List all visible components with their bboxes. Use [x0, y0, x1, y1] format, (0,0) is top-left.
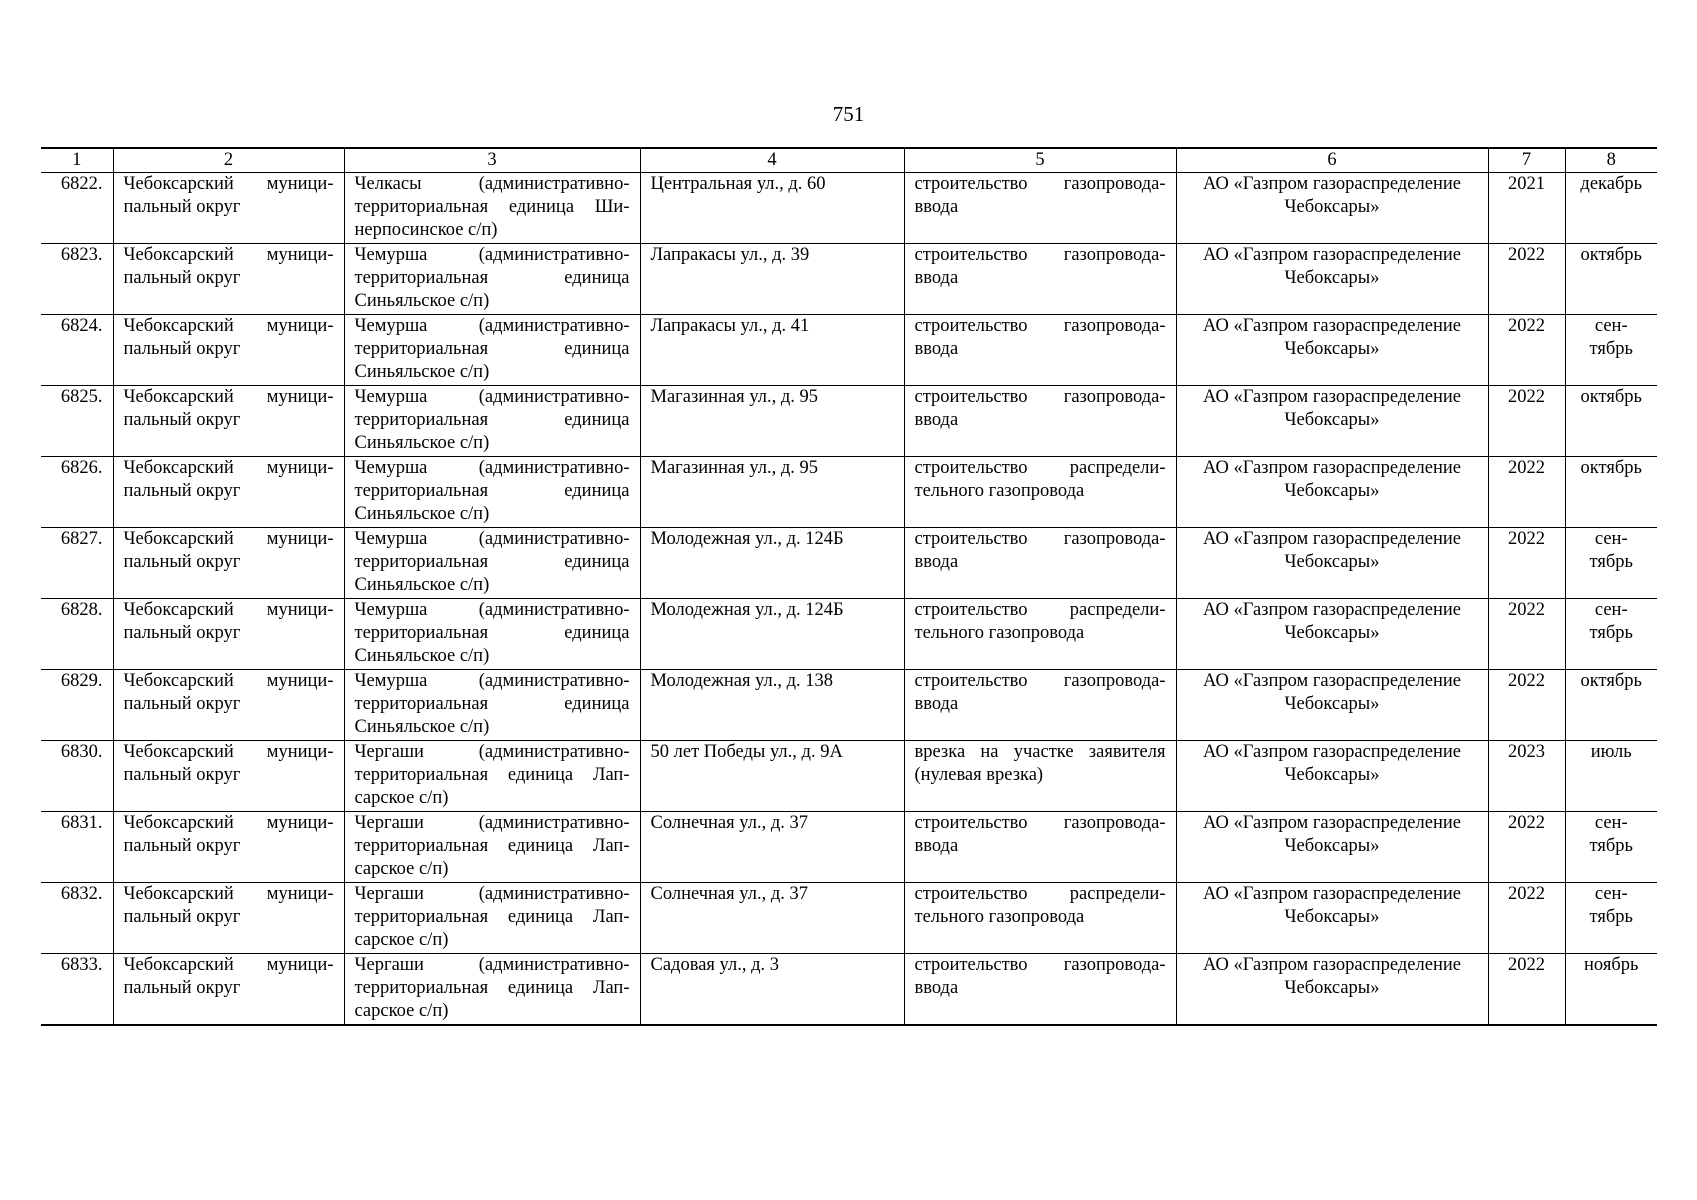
header-col-4: 4 [640, 148, 904, 173]
year-cell: 2022 [1488, 528, 1565, 599]
table-row [41, 741, 1657, 812]
settlement-cell: Чергаши (административно-территориальная единица Лап-сарское с/п) [344, 812, 640, 883]
work-type-cell: строительство распредели-тельного газопровода [904, 599, 1176, 670]
year-cell: 2022 [1488, 883, 1565, 954]
address-cell: Молодежная ул., д. 124Б [640, 599, 904, 670]
row-number: 6830. [41, 741, 113, 812]
month-cell: июль [1565, 741, 1657, 812]
row-number: 6827. [41, 528, 113, 599]
year-cell: 2022 [1488, 670, 1565, 741]
settlement-cell: Чемурша (административно-территориальная единица Синьяльское с/п) [344, 528, 640, 599]
year-cell: 2022 [1488, 457, 1565, 528]
settlement-cell: Чемурша (административно-территориальная единица Синьяльское с/п) [344, 244, 640, 315]
month-cell: сен-тябрь [1565, 528, 1657, 599]
row-number: 6828. [41, 599, 113, 670]
row-number: 6829. [41, 670, 113, 741]
address-cell: Магазинная ул., д. 95 [640, 457, 904, 528]
work-type-cell: врезка на участке заявителя (нулевая врезка) [904, 741, 1176, 812]
table-body [41, 173, 1657, 1025]
organization-cell: АО «Газпром газораспределение Чебоксары» [1176, 954, 1488, 1025]
work-type-cell: строительство газопровода-ввода [904, 173, 1176, 244]
table-row [41, 173, 1657, 244]
header-col-5: 5 [904, 148, 1176, 173]
district-cell: Чебоксарский муници-пальный округ [113, 883, 344, 954]
header-col-8: 8 [1565, 148, 1657, 173]
header-col-7: 7 [1488, 148, 1565, 173]
district-cell: Чебоксарский муници-пальный округ [113, 599, 344, 670]
month-cell: декабрь [1565, 173, 1657, 244]
work-type-cell: строительство газопровода-ввода [904, 528, 1176, 599]
address-cell: Садовая ул., д. 3 [640, 954, 904, 1025]
address-cell: 50 лет Победы ул., д. 9А [640, 741, 904, 812]
row-number: 6832. [41, 883, 113, 954]
year-cell: 2022 [1488, 315, 1565, 386]
month-cell: сен-тябрь [1565, 315, 1657, 386]
organization-cell: АО «Газпром газораспределение Чебоксары» [1176, 599, 1488, 670]
table-row [41, 244, 1657, 315]
year-cell: 2022 [1488, 954, 1565, 1025]
year-cell: 2021 [1488, 173, 1565, 244]
work-type-cell: строительство газопровода-ввода [904, 812, 1176, 883]
district-cell: Чебоксарский муници-пальный округ [113, 173, 344, 244]
address-cell: Молодежная ул., д. 124Б [640, 528, 904, 599]
settlement-cell: Чемурша (административно-территориальная единица Синьяльское с/п) [344, 457, 640, 528]
month-cell: октябрь [1565, 457, 1657, 528]
district-cell: Чебоксарский муници-пальный округ [113, 954, 344, 1025]
organization-cell: АО «Газпром газораспределение Чебоксары» [1176, 457, 1488, 528]
row-number: 6825. [41, 386, 113, 457]
year-cell: 2022 [1488, 812, 1565, 883]
address-cell: Центральная ул., д. 60 [640, 173, 904, 244]
work-type-cell: строительство распредели-тельного газопровода [904, 457, 1176, 528]
work-type-cell: строительство газопровода-ввода [904, 670, 1176, 741]
settlement-cell: Челкасы (административно-территориальная единица Ши-нерпосинское с/п) [344, 173, 640, 244]
gasification-table [41, 147, 1657, 1026]
table-row [41, 528, 1657, 599]
address-cell: Лапракасы ул., д. 39 [640, 244, 904, 315]
table-row [41, 812, 1657, 883]
work-type-cell: строительство газопровода-ввода [904, 244, 1176, 315]
table-row [41, 954, 1657, 1025]
table-row [41, 386, 1657, 457]
row-number: 6824. [41, 315, 113, 386]
year-cell: 2023 [1488, 741, 1565, 812]
month-cell: октябрь [1565, 670, 1657, 741]
settlement-cell: Чемурша (административно-территориальная единица Синьяльское с/п) [344, 315, 640, 386]
district-cell: Чебоксарский муници-пальный округ [113, 528, 344, 599]
address-cell: Лапракасы ул., д. 41 [640, 315, 904, 386]
address-cell: Магазинная ул., д. 95 [640, 386, 904, 457]
organization-cell: АО «Газпром газораспределение Чебоксары» [1176, 812, 1488, 883]
organization-cell: АО «Газпром газораспределение Чебоксары» [1176, 670, 1488, 741]
district-cell: Чебоксарский муници-пальный округ [113, 741, 344, 812]
month-cell: сен-тябрь [1565, 599, 1657, 670]
settlement-cell: Чергаши (административно-территориальная единица Лап-сарское с/п) [344, 954, 640, 1025]
district-cell: Чебоксарский муници-пальный округ [113, 244, 344, 315]
row-number: 6826. [41, 457, 113, 528]
organization-cell: АО «Газпром газораспределение Чебоксары» [1176, 386, 1488, 457]
work-type-cell: строительство газопровода-ввода [904, 315, 1176, 386]
district-cell: Чебоксарский муници-пальный округ [113, 457, 344, 528]
month-cell: сен-тябрь [1565, 883, 1657, 954]
table-row [41, 883, 1657, 954]
row-number: 6831. [41, 812, 113, 883]
header-col-6: 6 [1176, 148, 1488, 173]
month-cell: октябрь [1565, 244, 1657, 315]
address-cell: Солнечная ул., д. 37 [640, 883, 904, 954]
header-row [41, 148, 1657, 173]
organization-cell: АО «Газпром газораспределение Чебоксары» [1176, 883, 1488, 954]
settlement-cell: Чемурша (административно-территориальная единица Синьяльское с/п) [344, 386, 640, 457]
year-cell: 2022 [1488, 599, 1565, 670]
work-type-cell: строительство газопровода-ввода [904, 954, 1176, 1025]
work-type-cell: строительство распредели-тельного газопровода [904, 883, 1176, 954]
row-number: 6833. [41, 954, 113, 1025]
organization-cell: АО «Газпром газораспределение Чебоксары» [1176, 315, 1488, 386]
organization-cell: АО «Газпром газораспределение Чебоксары» [1176, 528, 1488, 599]
year-cell: 2022 [1488, 386, 1565, 457]
district-cell: Чебоксарский муници-пальный округ [113, 386, 344, 457]
table-header [41, 148, 1657, 173]
header-col-2: 2 [113, 148, 344, 173]
month-cell: сен-тябрь [1565, 812, 1657, 883]
row-number: 6823. [41, 244, 113, 315]
address-cell: Молодежная ул., д. 138 [640, 670, 904, 741]
settlement-cell: Чергаши (административно-территориальная единица Лап-сарское с/п) [344, 741, 640, 812]
month-cell: октябрь [1565, 386, 1657, 457]
organization-cell: АО «Газпром газораспределение Чебоксары» [1176, 173, 1488, 244]
table-row [41, 599, 1657, 670]
month-cell: ноябрь [1565, 954, 1657, 1025]
year-cell: 2022 [1488, 244, 1565, 315]
header-col-3: 3 [344, 148, 640, 173]
page-number: 751 [832, 102, 865, 126]
settlement-cell: Чергаши (административно-территориальная единица Лап-сарское с/п) [344, 883, 640, 954]
district-cell: Чебоксарский муници-пальный округ [113, 315, 344, 386]
table-row [41, 457, 1657, 528]
row-number: 6822. [41, 173, 113, 244]
district-cell: Чебоксарский муници-пальный округ [113, 670, 344, 741]
settlement-cell: Чемурша (административно-территориальная единица Синьяльское с/п) [344, 599, 640, 670]
organization-cell: АО «Газпром газораспределение Чебоксары» [1176, 741, 1488, 812]
table-row [41, 315, 1657, 386]
settlement-cell: Чемурша (административно-территориальная единица Синьяльское с/п) [344, 670, 640, 741]
header-col-1: 1 [41, 148, 113, 173]
table-row [41, 670, 1657, 741]
organization-cell: АО «Газпром газораспределение Чебоксары» [1176, 244, 1488, 315]
district-cell: Чебоксарский муници-пальный округ [113, 812, 344, 883]
work-type-cell: строительство газопровода-ввода [904, 386, 1176, 457]
address-cell: Солнечная ул., д. 37 [640, 812, 904, 883]
